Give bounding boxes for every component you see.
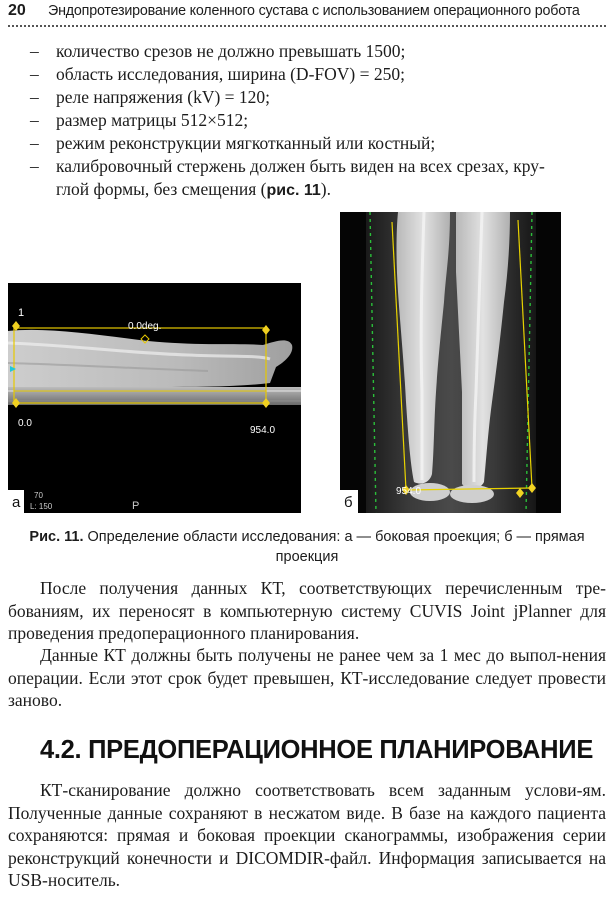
list-item-text: область исследования, ширина (D-FOV) = 250; [56,64,405,84]
frontal-scan-image [340,212,561,513]
figure-a-lateral-scan [8,283,301,513]
figure-b-frontal-scan [340,212,561,513]
figure-a-label: а [12,494,21,511]
paragraph-1 [8,577,606,645]
list-item [30,109,590,132]
list-item-text: реле напряжения (kV) = 120; [56,87,271,107]
caption-text: Определение области исследования: а — боковая проекция; б — прямая [83,529,585,545]
top-marker-label: 1 [18,307,25,319]
list-dash: – [30,64,39,84]
list-item-text: размер матрицы 512×512; [56,110,249,130]
list-item-text: режим реконструкции мягкотканный или костный; [56,133,436,153]
running-head [8,0,608,22]
list-dash: – [30,156,39,176]
list-dash: – [30,110,39,130]
corner-text-line1: 70 [34,491,43,500]
continuation-text: глой формы, без смещения ( [56,179,267,199]
page-number: 20 [8,2,26,19]
list-dash: – [30,41,39,61]
running-title: Эндопротезирование коленного сустава с использованием операционного робота [48,3,580,19]
figure-reference: рис. 11 [266,182,321,199]
list-item [30,40,590,63]
requirements-list [30,40,590,202]
list-item [30,132,590,155]
list-item-continuation [56,178,590,202]
header-dotted-rule [8,25,606,27]
orientation-label: P [132,500,140,512]
continuation-tail: ). [320,179,331,199]
caption-text-line2: проекция [275,549,339,565]
list-dash: – [30,87,39,107]
paragraph-3-text: КТ-сканирование должно соответствовать всем заданным услови-ям. Полученные данные сохраняют в несжатом виде. В базе на каждого пациента сохраняются: прямая и боковая проекции сканограммы, изображения серии реконструкций конечности и DICOMDIR-файл. Информация записывается на USB-носитель. [8,780,606,890]
angle-label: 0.0deg. [128,321,162,332]
caption-label: Рис. 11. [29,529,84,545]
left-value-label: 0.0 [18,418,32,429]
list-item-text: калибровочный стержень должен быть виден на всех срезах, кру- [56,156,545,176]
figure-caption [8,527,606,567]
paragraph-2 [8,644,606,712]
paragraph-1-text: После получения данных КТ, соответствующих перечисленным тре-бованиям, их переносят в компьютерную систему CUVIS Joint jPlanner для проведения предоперационного планирования. [8,578,606,643]
paragraph-2-text: Данные КТ должны быть получены не ранее чем за 1 мес до выпол-нения операции. Если этот срок будет превышен, КТ-исследование следует провести заново. [8,645,606,710]
right-value-label: 954.0 [250,425,276,436]
lateral-scan-image [8,283,301,513]
corner-text-line2: L: 150 [30,502,53,511]
paragraph-3 [8,779,606,892]
list-dash: – [30,133,39,153]
list-item-text: количество срезов не должно превышать 1500; [56,41,406,61]
frontal-value-label: 954.0 [396,486,422,497]
list-item [30,63,590,86]
figure-b-label: б [344,494,353,511]
list-item [30,86,590,109]
list-item [30,155,590,202]
section-heading: 4.2. ПРЕДОПЕРАЦИОННОЕ ПЛАНИРОВАНИЕ [40,736,594,764]
